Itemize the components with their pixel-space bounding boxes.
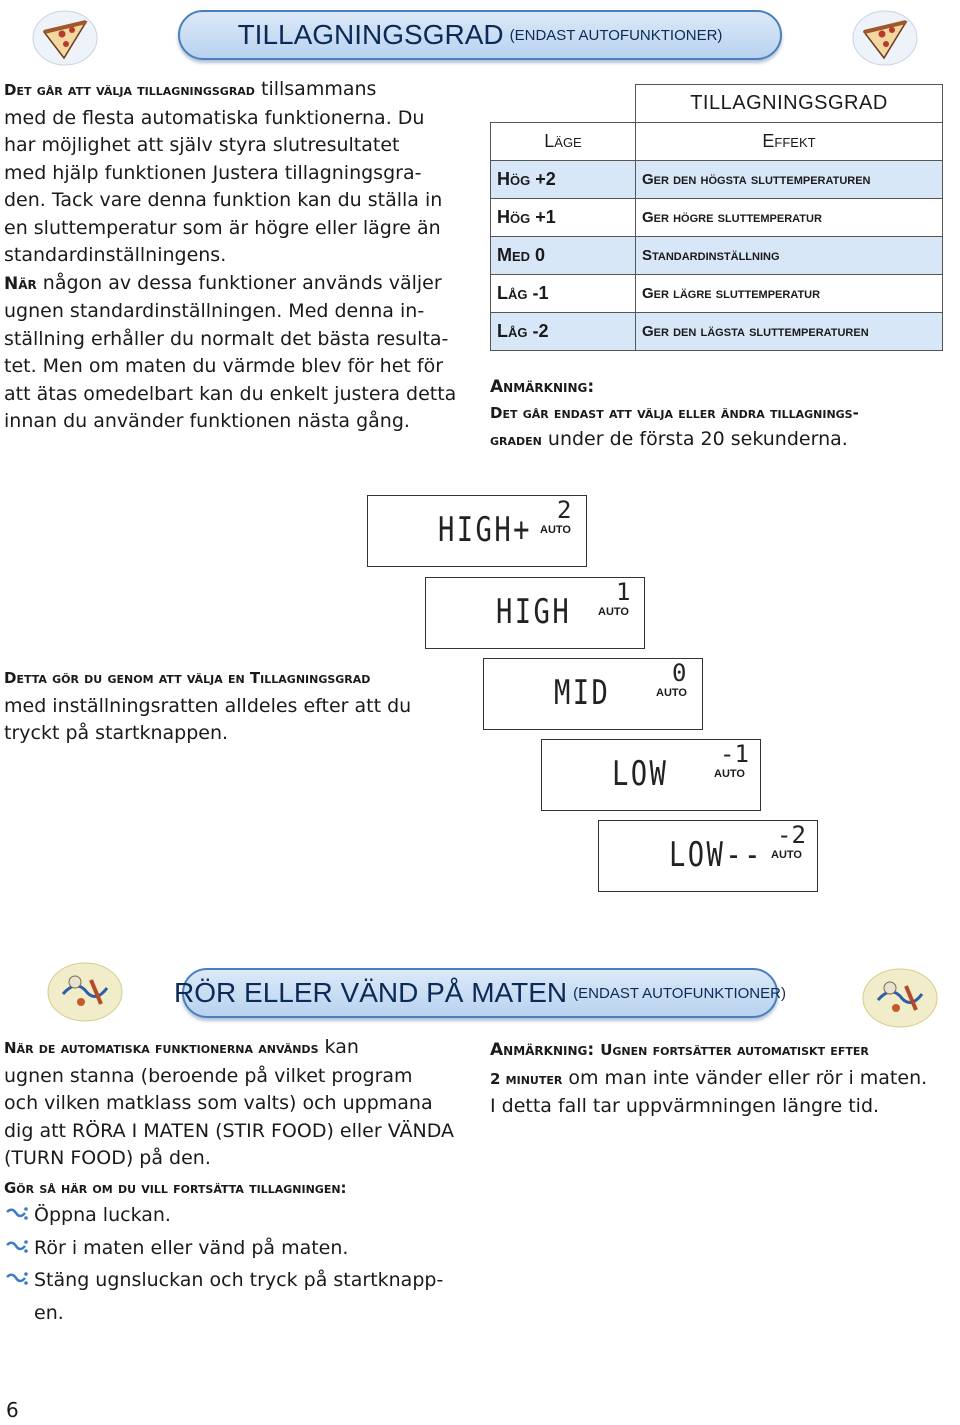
display-number: -2 bbox=[777, 821, 806, 849]
p2-line: innan du använder funktionen nästa gång. bbox=[4, 410, 410, 432]
section-title-pill bbox=[178, 10, 782, 60]
table-row bbox=[491, 313, 943, 351]
display-word: LOW bbox=[612, 754, 669, 794]
table-row bbox=[491, 161, 943, 199]
list-item bbox=[4, 1267, 474, 1300]
intro-line: den. Tack vare denna funktion kan du ställa in bbox=[4, 189, 443, 211]
mode-cell: Låg -1 bbox=[491, 275, 636, 313]
effect-cell: Ger högre sluttemperatur bbox=[636, 199, 943, 237]
display-high bbox=[425, 577, 645, 649]
display-word: MID bbox=[554, 673, 611, 713]
display-auto: AUTO bbox=[714, 768, 745, 780]
display-auto: AUTO bbox=[771, 849, 802, 861]
table-title: TILLAGNINGSGRAD bbox=[636, 85, 943, 123]
section-subtitle: (ENDAST AUTOFUNKTIONER) bbox=[573, 984, 786, 1002]
pizza-slice-icon bbox=[850, 8, 920, 68]
stir-line: dig att RÖRA I MATEN (STIR FOOD) eller VÄNDA bbox=[4, 1119, 454, 1142]
step-text: Öppna luckan. bbox=[34, 1204, 171, 1226]
section-title: TILLAGNINGSGRAD bbox=[237, 19, 504, 50]
intro-text: tillsammans bbox=[254, 78, 377, 100]
intro-line: med de flesta automatiska funktionerna. Du bbox=[4, 106, 425, 129]
display-number: 1 bbox=[616, 578, 631, 606]
intro-line: en sluttemperatur som är högre eller lägre än bbox=[4, 216, 441, 239]
section-title: RÖR ELLER VÄND PÅ MATEN bbox=[174, 977, 568, 1008]
effect-cell: Standardinställning bbox=[636, 237, 943, 275]
display-number: 2 bbox=[557, 496, 572, 524]
how-line: tryckt på startknappen. bbox=[4, 722, 229, 744]
how-lead: Detta gör du genom att välja en Tillagningsgrad bbox=[4, 669, 371, 687]
step-text: Stäng ugnsluckan och tryck på startknapp- bbox=[34, 1269, 444, 1291]
bullet-icon bbox=[4, 1235, 34, 1268]
note-label: Anmärkning: bbox=[490, 377, 595, 397]
step-text-cont: en. bbox=[34, 1301, 64, 1324]
intro-line: med hjälp funktionen Justera tillagningsgra- bbox=[4, 161, 422, 184]
table-row bbox=[491, 237, 943, 275]
intro-lead: Det går att välja tillagningsgrad bbox=[4, 81, 255, 99]
col-header-effect: Effekt bbox=[636, 123, 943, 161]
intro-line: har möjlighet att själv styra slutresultatet bbox=[4, 134, 400, 156]
display-word: LOW-- bbox=[669, 835, 763, 875]
mode-cell: Hög +1 bbox=[491, 199, 636, 237]
page-number: 6 bbox=[6, 1398, 19, 1422]
steps-label: Gör så här om du vill fortsätta tillagningen: bbox=[4, 1178, 347, 1197]
mode-cell: Hög +2 bbox=[491, 161, 636, 199]
section-title-pill bbox=[174, 968, 786, 1018]
display-low bbox=[541, 739, 761, 811]
note-text: om man inte vänder eller rör i maten. bbox=[562, 1066, 928, 1089]
p2-lead: När bbox=[4, 273, 37, 294]
stir-text: kan bbox=[318, 1036, 359, 1058]
cooking-degree-table bbox=[490, 84, 943, 351]
p2-line: ställning erhåller du normalt det bästa resulta- bbox=[4, 327, 449, 350]
table-row bbox=[491, 199, 943, 237]
note-line: I detta fall tar uppvärmningen längre tid. bbox=[490, 1095, 880, 1117]
stir-line: (TURN FOOD) på den. bbox=[4, 1147, 211, 1169]
note-lead2: 2 minuter bbox=[490, 1069, 563, 1088]
stir-lead: När de automatiska funktionerna används bbox=[4, 1039, 319, 1057]
table-row bbox=[491, 275, 943, 313]
display-word: HIGH+ bbox=[438, 510, 532, 550]
intro-line: standardinställningens. bbox=[4, 244, 227, 266]
effect-cell: Ger den lägsta sluttemperaturen bbox=[636, 313, 943, 351]
stir-paragraph bbox=[4, 1034, 474, 1327]
p2-line: ugnen standardinställningen. Med denna in- bbox=[4, 300, 425, 322]
intro-paragraph bbox=[4, 76, 474, 436]
p2-line: tet. Men om maten du värmde blev för het för bbox=[4, 355, 444, 377]
note-text: under de första 20 sekunderna. bbox=[541, 428, 848, 450]
mode-cell: Med 0 bbox=[491, 237, 636, 275]
list-item bbox=[4, 1235, 474, 1268]
table-note bbox=[490, 374, 950, 453]
food-tray-icon bbox=[860, 966, 940, 1030]
display-low-minus bbox=[598, 820, 818, 892]
pizza-slice-icon bbox=[30, 8, 100, 68]
how-line: med inställningsratten alldeles efter att du bbox=[4, 694, 412, 717]
bullet-icon bbox=[4, 1267, 34, 1300]
display-auto: AUTO bbox=[598, 606, 629, 618]
display-number: 0 bbox=[672, 659, 687, 687]
note-lead2: graden bbox=[490, 431, 542, 449]
step-text: Rör i maten eller vänd på maten. bbox=[34, 1236, 349, 1259]
stir-line: och vilken matklass som valts) och uppmana bbox=[4, 1092, 433, 1114]
note-label: Anmärkning: bbox=[490, 1040, 595, 1060]
note-lead: Ugnen fortsätter automatiskt efter bbox=[600, 1041, 869, 1059]
display-word: HIGH bbox=[496, 592, 572, 632]
mode-cell: Låg -2 bbox=[491, 313, 636, 351]
effect-cell: Ger lägre sluttemperatur bbox=[636, 275, 943, 313]
display-auto: AUTO bbox=[540, 524, 571, 536]
section-subtitle: (ENDAST AUTOFUNKTIONER) bbox=[509, 26, 723, 44]
stir-note bbox=[490, 1036, 955, 1121]
display-auto: AUTO bbox=[656, 687, 687, 699]
col-header-mode: Läge bbox=[491, 123, 636, 161]
effect-cell: Ger den högsta sluttemperaturen bbox=[636, 161, 943, 199]
display-high-plus bbox=[367, 495, 587, 567]
food-tray-icon bbox=[45, 960, 125, 1024]
note-lead: Det går endast att välja eller ändra tillagnings- bbox=[490, 404, 859, 422]
p2-text: någon av dessa funktioner används väljer bbox=[36, 271, 442, 294]
display-mid bbox=[483, 658, 703, 730]
stir-line: ugnen stanna (beroende på vilket program bbox=[4, 1064, 413, 1087]
how-paragraph bbox=[4, 665, 464, 748]
list-item bbox=[4, 1202, 474, 1235]
p2-line: att ätas omedelbart kan du enkelt justera detta bbox=[4, 382, 457, 405]
bullet-icon bbox=[4, 1202, 34, 1235]
display-number: -1 bbox=[720, 740, 749, 768]
